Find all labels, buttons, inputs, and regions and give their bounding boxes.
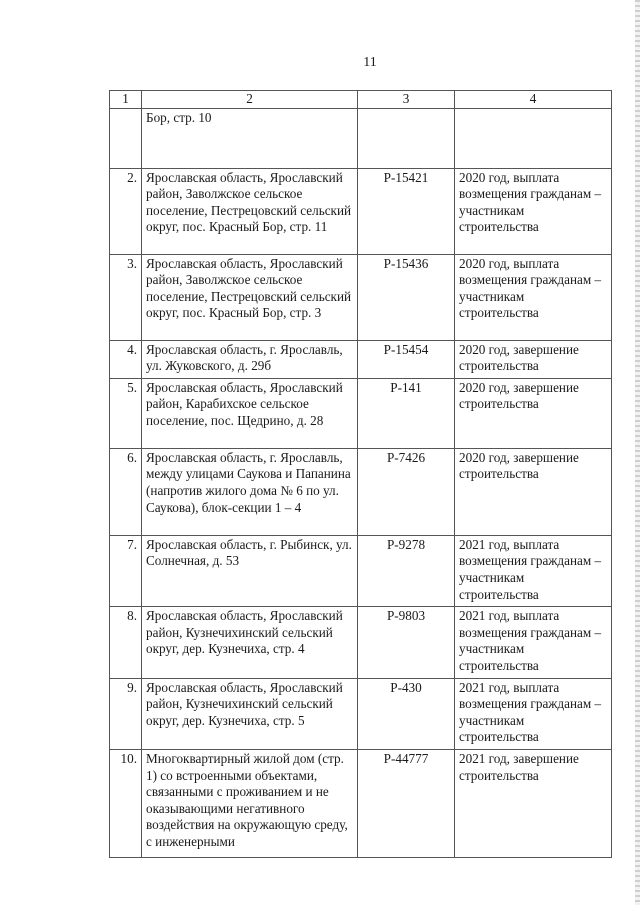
row-status: 2021 год, выплата возмещения гражданам – участникам строительства: [455, 607, 612, 678]
table-row: [110, 607, 612, 678]
row-code: Р-7426: [358, 448, 455, 535]
row-address: Ярославская область, Ярославский район, Кузнечихинский сельский округ, дер. Кузнечиха, стр. 4: [142, 607, 358, 678]
scan-edge: [635, 0, 640, 905]
objects-table: [109, 90, 612, 858]
header-cell: 2: [142, 91, 358, 109]
table-row: [110, 108, 612, 168]
row-status: 2020 год, завершение строительства: [455, 340, 612, 378]
row-number: 10.: [110, 749, 142, 857]
row-address: Бор, стр. 10: [142, 108, 358, 168]
table-row: [110, 168, 612, 254]
row-code: Р-9278: [358, 535, 455, 606]
row-code: Р-15436: [358, 254, 455, 340]
row-status: 2020 год, выплата возмещения гражданам – участникам строительства: [455, 254, 612, 340]
row-number: 9.: [110, 678, 142, 749]
row-number: 8.: [110, 607, 142, 678]
row-address: Ярославская область, г. Рыбинск, ул. Солнечная, д. 53: [142, 535, 358, 606]
table-header-row: [110, 91, 612, 109]
header-cell: 3: [358, 91, 455, 109]
row-code: Р-44777: [358, 749, 455, 857]
header-cell: 4: [455, 91, 612, 109]
table-row: [110, 535, 612, 606]
row-address: Ярославская область, г. Ярославль, между улицами Саукова и Папанина (напротив жилого дома № 6 по ул. Саукова), блок-секции 1 – 4: [142, 448, 358, 535]
table-row: [110, 448, 612, 535]
row-status: 2020 год, завершение строительства: [455, 448, 612, 535]
row-code: Р-9803: [358, 607, 455, 678]
row-status: 2020 год, завершение строительства: [455, 378, 612, 448]
row-number: 2.: [110, 168, 142, 254]
row-address: Многоквартирный жилой дом (стр. 1) со встроенными объектами, связанными с проживанием и не оказывающими негативного воздействия на окружающую среду, с инженерными: [142, 749, 358, 857]
row-status: 2021 год, выплата возмещения гражданам – участникам строительства: [455, 678, 612, 749]
row-number: [110, 108, 142, 168]
row-status: 2021 год, завершение строительства: [455, 749, 612, 857]
row-number: 4.: [110, 340, 142, 378]
row-code: Р-15421: [358, 168, 455, 254]
table-row: [110, 378, 612, 448]
table-row: [110, 340, 612, 378]
row-number: 6.: [110, 448, 142, 535]
row-number: 7.: [110, 535, 142, 606]
row-status: [455, 108, 612, 168]
header-cell: 1: [110, 91, 142, 109]
row-address: Ярославская область, Ярославский район, Кузнечихинский сельский округ, дер. Кузнечиха, стр. 5: [142, 678, 358, 749]
table-row: [110, 749, 612, 857]
row-code: [358, 108, 455, 168]
row-code: Р-430: [358, 678, 455, 749]
row-address: Ярославская область, Ярославский район, Заволжское сельское поселение, Пестрецовский сельский округ, пос. Красный Бор, стр. 11: [142, 168, 358, 254]
page-number: 11: [363, 55, 377, 70]
table-row: [110, 254, 612, 340]
row-number: 5.: [110, 378, 142, 448]
row-code: Р-15454: [358, 340, 455, 378]
row-number: 3.: [110, 254, 142, 340]
row-status: 2020 год, выплата возмещения гражданам – участникам строительства: [455, 168, 612, 254]
row-address: Ярославская область, г. Ярославль, ул. Жуковского, д. 29б: [142, 340, 358, 378]
row-address: Ярославская область, Ярославский район, Карабихское сельское поселение, пос. Щедрино, д. 28: [142, 378, 358, 448]
row-status: 2021 год, выплата возмещения гражданам – участникам строительства: [455, 535, 612, 606]
row-code: Р-141: [358, 378, 455, 448]
row-address: Ярославская область, Ярославский район, Заволжское сельское поселение, Пестрецовский сельский округ, пос. Красный Бор, стр. 3: [142, 254, 358, 340]
table-row: [110, 678, 612, 749]
